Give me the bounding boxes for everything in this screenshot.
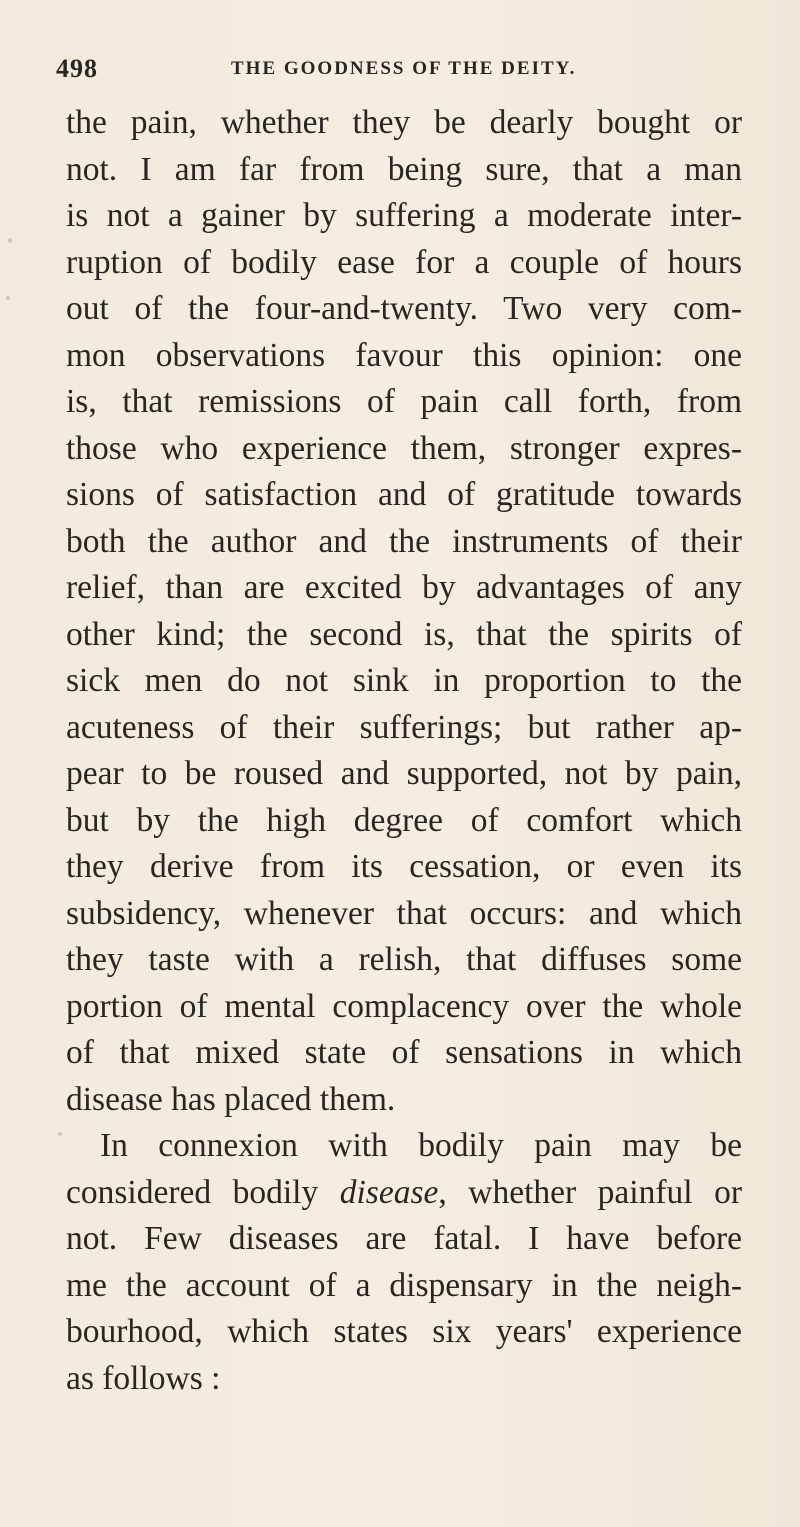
text-line: is not a gainer by suffering a moderate inter-: [66, 197, 742, 234]
text-line: those who experience them, stronger expres-: [66, 429, 742, 467]
text-line: In connexion with bodily pain may be: [100, 1127, 742, 1164]
text-line: relief, than are excited by advantages of any: [66, 569, 742, 606]
text-line: subsidency, whenever that occurs: and which: [66, 894, 742, 932]
text-line: they taste with a relish, that diffuses some: [66, 941, 742, 978]
text-line: as follows :: [66, 1359, 221, 1397]
paragraph-2: [66, 1123, 742, 1402]
running-head-title: THE GOODNESS OF THE DEITY.: [231, 58, 577, 79]
text-line: not. I am far from being sure, that a man: [66, 150, 742, 188]
text-line: out of the four-and-twenty. Two very com-: [66, 290, 742, 327]
running-head: [56, 54, 746, 86]
text-line: both the author and the instruments of their: [66, 522, 742, 560]
text-line: portion of mental complacency over the whole: [66, 987, 742, 1025]
page-number: 498: [56, 54, 98, 83]
text-line: acuteness of their sufferings; but rather ap-: [66, 708, 742, 746]
text-line: is, that remissions of pain call forth, from: [66, 383, 742, 420]
text-line: sick men do not sink in proportion to the: [66, 662, 742, 699]
text-segment: , whether painful or: [438, 1173, 742, 1211]
text-line: ruption of bodily ease for a couple of hours: [66, 243, 742, 281]
text-line: mon observations favour this opinion: one: [66, 336, 742, 374]
paper-speck: [8, 238, 12, 243]
text-segment: considered bodily: [66, 1173, 340, 1211]
text-line: the pain, whether they be dearly bought or: [66, 104, 742, 141]
text-line: disease has placed them.: [66, 1080, 396, 1118]
text-line-with-emphasis: [66, 1170, 742, 1217]
text-line: pear to be roused and supported, not by pain,: [66, 755, 742, 792]
paper-speck: [58, 1132, 62, 1136]
text-line: they derive from its cessation, or even its: [66, 848, 742, 885]
text-line: sions of satisfaction and of gratitude towards: [66, 476, 742, 513]
paper-speck: [6, 296, 10, 300]
body-text: [66, 100, 742, 1402]
text-line: other kind; the second is, that the spirits of: [66, 615, 742, 653]
emphasized-word: disease: [339, 1173, 439, 1211]
text-line: me the account of a dispensary in the neigh-: [66, 1266, 742, 1304]
text-line: bourhood, which states six years' experience: [66, 1313, 742, 1350]
text-line: not. Few diseases are fatal. I have before: [66, 1220, 742, 1257]
text-line: but by the high degree of comfort which: [66, 801, 742, 839]
paragraph-1: [66, 100, 742, 1123]
text-line: of that mixed state of sensations in which: [66, 1034, 742, 1071]
